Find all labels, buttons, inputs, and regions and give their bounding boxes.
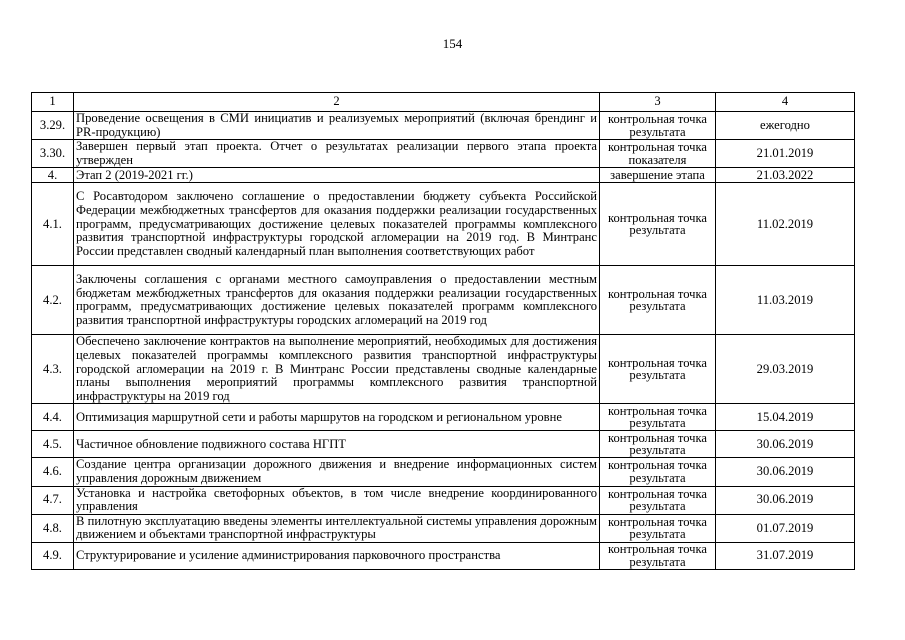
table-row (32, 266, 855, 335)
row-date: 21.03.2022 (716, 168, 855, 183)
row-description: Заключены соглашения с органами местного самоуправления о предоставлении местным бюджетам межбюджетных трансфертов для оказания поддержки реализации государственных программ, предусматривающих достижение целевых показателей программ комплексного развития транспортной инфраструктуры городских агломераций на 2019 год (74, 266, 600, 335)
header-cell: 3 (600, 93, 716, 112)
table-row (32, 404, 855, 431)
row-type: завершение этапа (600, 168, 716, 183)
row-number: 3.29. (32, 112, 74, 140)
row-date: 30.06.2019 (716, 458, 855, 486)
table-row (32, 431, 855, 458)
table-row (32, 458, 855, 486)
row-number: 4.9. (32, 542, 74, 569)
row-description: Оптимизация маршрутной сети и работы маршрутов на городском и региональном уровне (74, 404, 600, 431)
row-type: контрольная точка результата (600, 514, 716, 542)
page-number: 154 (442, 36, 463, 51)
table-row (32, 486, 855, 514)
table-row (32, 168, 855, 183)
row-date: ежегодно (716, 112, 855, 140)
header-cell: 2 (74, 93, 600, 112)
row-description: Создание центра организации дорожного движения и внедрение информационных систем управления дорожным движением (74, 458, 600, 486)
row-number: 4.6. (32, 458, 74, 486)
row-date: 30.06.2019 (716, 431, 855, 458)
row-description: Завершен первый этап проекта. Отчет о результатах реализации первого этапа проекта утвержден (74, 140, 600, 168)
row-type: контрольная точка результата (600, 183, 716, 266)
row-type: контрольная точка результата (600, 486, 716, 514)
row-date: 11.02.2019 (716, 183, 855, 266)
row-type: контрольная точка результата (600, 431, 716, 458)
table-row (32, 335, 855, 404)
row-number: 4. (32, 168, 74, 183)
row-description: Обеспечено заключение контрактов на выполнение мероприятий, необходимых для достижения целевых показателей программы комплексного развития транспортной инфраструктуры городской агломерации на 2019 г. В Минтранс России представлены сводные календарные планы выполнения мероприятий программы комплексного развития транспортной инфраструктуры на 2019 год (74, 335, 600, 404)
row-description: В пилотную эксплуатацию введены элементы интеллектуальной системы управления дорожным движением и объектами транспортной инфраструктуры (74, 514, 600, 542)
row-number: 4.5. (32, 431, 74, 458)
row-number: 4.2. (32, 266, 74, 335)
row-description: Частичное обновление подвижного состава НГПТ (74, 431, 600, 458)
row-type: контрольная точка результата (600, 112, 716, 140)
row-type: контрольная точка показателя (600, 140, 716, 168)
table-row (32, 514, 855, 542)
row-description: Этап 2 (2019-2021 гг.) (74, 168, 600, 183)
row-date: 15.04.2019 (716, 404, 855, 431)
table-row (32, 112, 855, 140)
table-row (32, 140, 855, 168)
row-type: контрольная точка результата (600, 335, 716, 404)
row-date: 01.07.2019 (716, 514, 855, 542)
table-row (32, 542, 855, 569)
row-number: 4.7. (32, 486, 74, 514)
row-type: контрольная точка результата (600, 404, 716, 431)
row-date: 21.01.2019 (716, 140, 855, 168)
row-number: 4.8. (32, 514, 74, 542)
row-type: контрольная точка результата (600, 266, 716, 335)
row-number: 4.3. (32, 335, 74, 404)
row-date: 30.06.2019 (716, 486, 855, 514)
row-description: Структурирование и усиление администрирования парковочного пространства (74, 542, 600, 569)
row-date: 31.07.2019 (716, 542, 855, 569)
table-row (32, 183, 855, 266)
row-date: 11.03.2019 (716, 266, 855, 335)
table-header-row (32, 93, 855, 112)
header-cell: 1 (32, 93, 74, 112)
row-number: 4.1. (32, 183, 74, 266)
row-type: контрольная точка результата (600, 542, 716, 569)
row-date: 29.03.2019 (716, 335, 855, 404)
row-number: 4.4. (32, 404, 74, 431)
row-description: Установка и настройка светофорных объектов, в том числе внедрение координированного управления (74, 486, 600, 514)
row-number: 3.30. (32, 140, 74, 168)
schedule-table (31, 92, 855, 570)
row-description: С Росавтодором заключено соглашение о предоставлении бюджету субъекта Российской Федерации межбюджетных трансфертов для оказания поддержки реализации государственных программ, предусматривающих достижение целевых показателей программы комплексного развития транспортной инфраструктуры городской агломерации на 2019 год. В Минтранс России представлен сводный календарный план выполнения соответствующих работ (74, 183, 600, 266)
header-cell: 4 (716, 93, 855, 112)
row-description: Проведение освещения в СМИ инициатив и реализуемых мероприятий (включая брендинг и PR-продукцию) (74, 112, 600, 140)
row-type: контрольная точка результата (600, 458, 716, 486)
